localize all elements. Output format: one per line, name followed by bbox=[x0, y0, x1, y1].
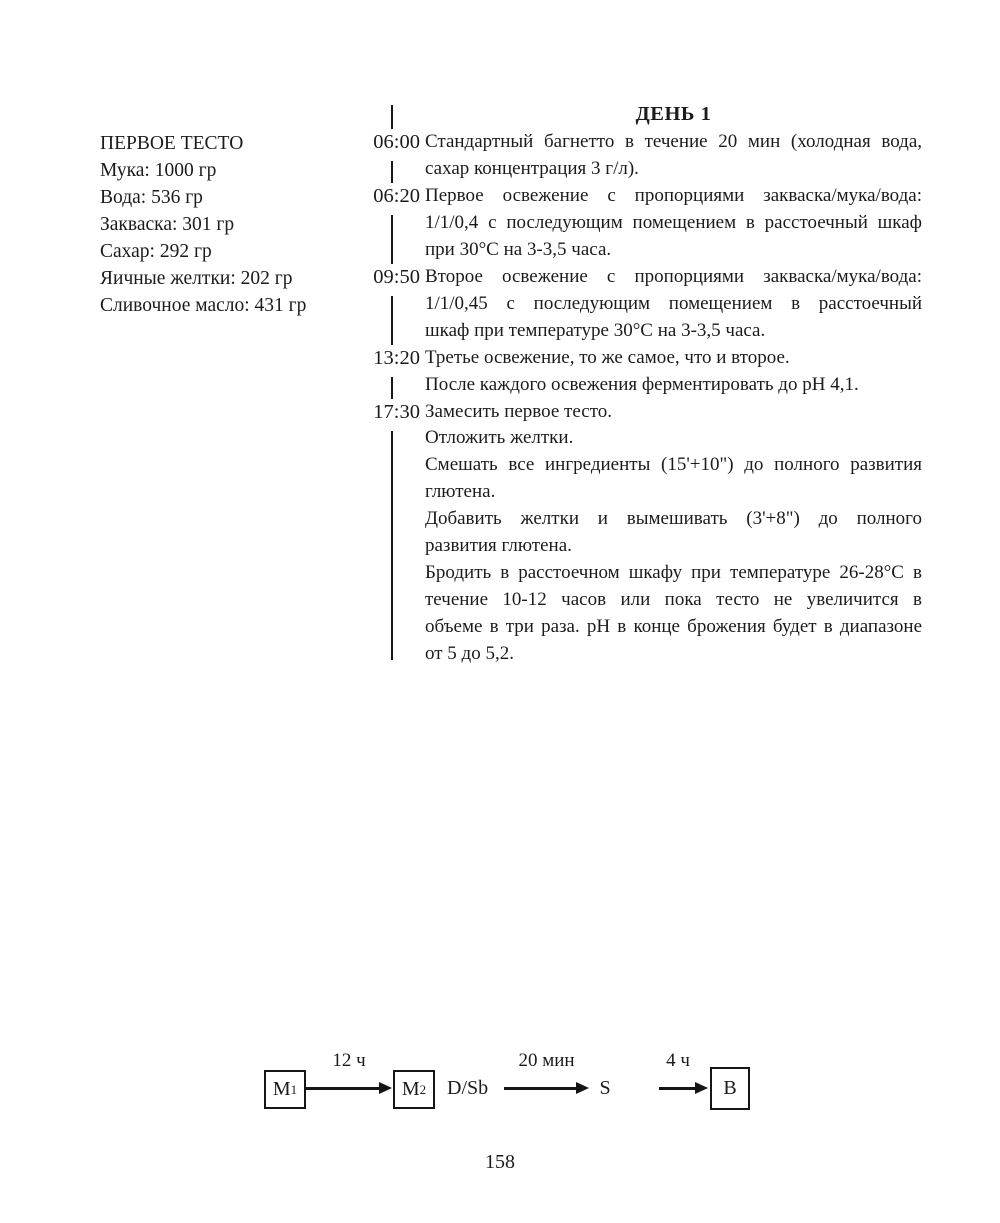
schedule-column bbox=[425, 129, 922, 668]
text-line: сахар концентрация 3 г/л). bbox=[425, 157, 639, 179]
text-line: Стандартный багнетто в течение 20 мин (холодная вода, bbox=[425, 131, 922, 152]
text-line: шкаф при температуре 30°С на 3-3,5 часа. bbox=[425, 319, 766, 341]
text-line: объеме в три раза. pH в конце брожения будет в диапазоне bbox=[425, 616, 922, 638]
arrow-head bbox=[379, 1082, 392, 1094]
text-line: от 5 до 5,2. bbox=[425, 643, 514, 665]
timeline-time: 06:00 bbox=[350, 129, 420, 156]
diagram-node-b bbox=[710, 1067, 750, 1110]
arrow-shaft bbox=[659, 1087, 699, 1090]
text-line: Добавить желтки и вымешивать (3'+8") до полного bbox=[425, 508, 922, 530]
ingredient-item: Вода: 536 гр bbox=[100, 186, 203, 208]
text-line: Второе освежение с пропорциями закваска/мука/вода: bbox=[425, 265, 922, 287]
arrow-label: 12 ч bbox=[332, 1050, 366, 1071]
page-number: 158 bbox=[485, 1151, 515, 1173]
text-line: течение 10-12 часов или пока тесто не увеличится в bbox=[425, 589, 922, 611]
diagram-node-m2: M 2 bbox=[393, 1070, 435, 1109]
arrow-shaft bbox=[504, 1087, 580, 1090]
node-label: M bbox=[272, 1078, 291, 1100]
text-line: Третье освежение, то же самое, что и второе. bbox=[425, 346, 790, 368]
text-line: при 30°С на 3-3,5 часа. bbox=[425, 238, 612, 260]
timeline-rail-segment bbox=[391, 161, 393, 185]
text-line: Отложить желтки. bbox=[425, 427, 574, 449]
arrow-right-icon bbox=[306, 1082, 392, 1095]
arrow-right-icon bbox=[504, 1082, 589, 1095]
text-line: Бродить в расстоечном шкафу при температуре 26-28°С в bbox=[425, 562, 922, 584]
diagram-node-m1: M 1 bbox=[264, 1070, 306, 1109]
first-dough-panel bbox=[100, 131, 306, 320]
ingredient-item: Сахар: 292 гр bbox=[100, 240, 212, 262]
node-label: M bbox=[401, 1078, 420, 1100]
text-line: Замесить первое тесто. bbox=[425, 400, 613, 422]
diagram-node-s: S bbox=[599, 1077, 611, 1099]
arrow-right-icon bbox=[659, 1082, 708, 1095]
timeline-rail-segment bbox=[391, 296, 393, 346]
ingredient-item: Яичные желтки: 202 гр bbox=[100, 267, 293, 289]
arrow-head bbox=[695, 1082, 708, 1094]
text-line: Первое освежение с пропорциями закваска/мука/вода: bbox=[425, 184, 922, 206]
first-dough-heading: ПЕРВОЕ ТЕСТО bbox=[100, 133, 244, 154]
diagram-node-dsb: D/Sb bbox=[447, 1077, 489, 1099]
timeline-time: 13:20 bbox=[350, 345, 420, 372]
timeline-time: 06:20 bbox=[350, 183, 420, 210]
timeline-time: 09:50 bbox=[350, 264, 420, 291]
node-label: B bbox=[723, 1077, 737, 1099]
text-line: 1/1/0,45 с последующим помещением в расстоечный bbox=[425, 292, 922, 314]
text-line: Смешать все ингредиенты (15'+10") до полного развития bbox=[425, 454, 922, 476]
text-line: глютена. bbox=[425, 481, 496, 503]
timeline-rail-segment bbox=[391, 215, 393, 265]
timeline-rail-segment bbox=[391, 377, 393, 400]
page-title: ДЕНЬ 1 bbox=[635, 103, 712, 125]
arrow-shaft bbox=[306, 1087, 383, 1090]
timeline-rail-segment bbox=[391, 431, 393, 660]
ingredient-item: Закваска: 301 гр bbox=[100, 213, 235, 235]
ingredient-item: Мука: 1000 гр bbox=[100, 159, 217, 181]
arrow-label: 20 мин bbox=[518, 1050, 575, 1071]
text-line: 1/1/0,4 с последующим помещением в расстоечный шкаф bbox=[425, 211, 922, 233]
timeline-time: 17:30 bbox=[350, 399, 420, 426]
ingredient-item: Сливочное масло: 431 гр bbox=[100, 294, 307, 316]
text-line: После каждого освежения ферментировать до pH 4,1. bbox=[425, 373, 859, 395]
text-line: развития глютена. bbox=[425, 535, 572, 557]
arrow-label: 4 ч bbox=[666, 1050, 690, 1071]
